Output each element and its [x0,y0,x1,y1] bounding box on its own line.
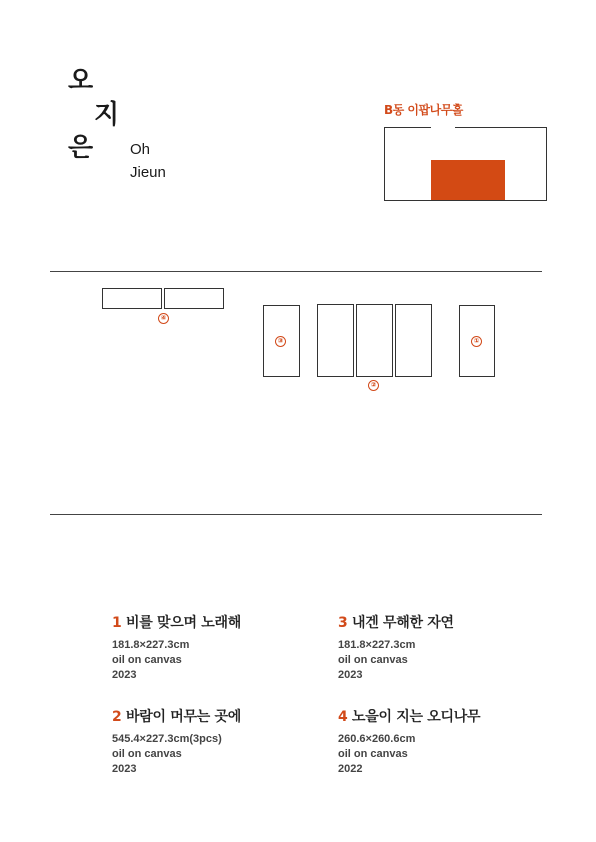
work-year: 2022 [338,763,363,775]
panel-work-4-right [164,288,224,309]
work-number: 2 [112,709,122,725]
artist-name-char-1: 오 [68,66,94,96]
work-title-text: 비를 맞으며 노래해 [126,615,241,631]
venue-label: B동 이팝나무홀 [384,103,463,117]
work-title [112,706,312,726]
artist-name-char-2: 지 [94,100,120,130]
bottom-divider [50,514,542,515]
venue-map-entrance [431,124,455,130]
work-item-3 [338,612,538,683]
venue-map-exhibit-area [431,160,505,200]
marker-1: ① [471,336,482,347]
work-medium: oil on canvas [112,654,182,666]
work-year: 2023 [338,669,363,681]
work-item-1 [112,612,312,683]
work-number: 3 [338,615,348,631]
panel-work-2-b [356,304,393,377]
work-year: 2023 [112,763,137,775]
work-title [112,612,312,632]
top-divider [50,271,542,272]
work-title [338,706,538,726]
work-size: 181.8×227.3cm [338,639,416,651]
work-title-text: 노을이 지는 오디나무 [352,709,481,725]
panel-work-2-a [317,304,354,377]
work-item-4 [338,706,538,777]
work-medium: oil on canvas [338,748,408,760]
work-title-text: 바람이 머무는 곳에 [126,709,241,725]
work-title [338,612,538,632]
work-year: 2023 [112,669,137,681]
marker-3: ③ [275,336,286,347]
work-size: 545.4×227.3cm(3pcs) [112,733,222,745]
work-item-2 [112,706,312,777]
work-medium: oil on canvas [338,654,408,666]
marker-2: ② [368,380,379,391]
panel-work-4-left [102,288,162,309]
work-medium: oil on canvas [112,748,182,760]
work-number: 1 [112,615,122,631]
work-size: 260.6×260.6cm [338,733,416,745]
marker-4: ④ [158,313,169,324]
artist-name-en-first: Oh [130,141,151,158]
panel-work-2-c [395,304,432,377]
artist-name-en-last: Jieun [130,164,166,181]
work-number: 4 [338,709,348,725]
work-title-text: 내겐 무해한 자연 [352,615,454,631]
artist-name-char-3: 은 [68,133,94,163]
work-size: 181.8×227.3cm [112,639,190,651]
